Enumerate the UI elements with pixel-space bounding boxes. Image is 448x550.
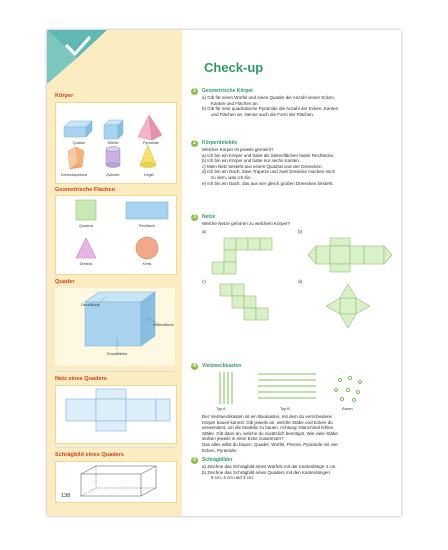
- section-title-quader: Quader: [55, 279, 75, 285]
- text-line: Der Vielzweckkasten ist ein Baukasten, mit dem du verschiedene: [202, 414, 332, 419]
- task-number: 2: [191, 140, 198, 147]
- square-shape: [76, 200, 96, 220]
- net-label-a: a): [202, 229, 207, 234]
- nets-figure: [190, 228, 396, 332]
- task-text: [202, 95, 396, 117]
- construction-kit-figure: [190, 370, 396, 410]
- net-label-b: b): [298, 229, 303, 234]
- text-line: Welche Netze gehören zu welchem Körper?: [202, 221, 290, 226]
- checkmark-banner: [47, 30, 107, 84]
- label-typ-a: Typ A: [216, 407, 226, 411]
- divider: [55, 371, 175, 372]
- text-line: b) Gib für eine quadratische Pyramide die Anzahl der Ecken, Kanten: [202, 106, 339, 112]
- text-line: b) Ich bin ein Körper und habe nur sechs Kanten.: [202, 158, 301, 164]
- label-wuerfel: Würfel: [107, 141, 119, 145]
- divider: [55, 447, 175, 448]
- text-line: a) Zeichne das Schrägbild eines Würfels mit der Kantenlänge 4 cm.: [202, 464, 337, 469]
- text-line: c) Mein Netz besteht aus einem Quadrat und vier Dreiecken.: [202, 163, 323, 169]
- net-label-c: c): [202, 279, 206, 284]
- text-line: d) Ich bin ein Dach. Zwei Trapeze und zwei Dreiecke machen mich: [202, 169, 336, 175]
- text-line: und Flächen an. Nenne auch die Form der Flächen.: [211, 111, 315, 117]
- page-number: 138: [61, 493, 71, 499]
- text-line: Welcher Körper ist jeweils gemeint?: [202, 147, 274, 152]
- textbook-page: [47, 30, 401, 516]
- flaechen-panel: [55, 195, 177, 275]
- text-line: verwendest, um die Modelle zu bauen. Achtung: Manchmal fehlen: [202, 425, 334, 431]
- section-title-schraegbild: Schrägbild eines Quaders: [55, 452, 125, 458]
- text-line: Das alles willst du bauen: Quader, Würfel, Prisma, Pyramide mit vier: [202, 441, 339, 447]
- task-text: [202, 464, 396, 481]
- text-line: Kanten und Flächen an.: [211, 100, 259, 106]
- label-rechteck: Rechteck: [139, 224, 155, 228]
- text-line: zu dem, was ich bin.: [211, 174, 252, 180]
- triangle-shape: [76, 238, 96, 258]
- section-title-koerper: Körper: [55, 93, 74, 99]
- label-quader: Quader: [72, 141, 86, 145]
- text-line: Ecken, Pyramide.: [202, 447, 238, 453]
- text-line: b) Zeichne das Schrägbild eines Quaders mit den Kantenlängen: [202, 469, 330, 475]
- task-number: 4: [191, 363, 198, 370]
- quader-panel: [55, 288, 175, 366]
- label-kreis: Kreis: [142, 262, 152, 266]
- cylinder-icon: [106, 147, 120, 168]
- cone-icon: [140, 145, 156, 168]
- pyramid-icon: [138, 115, 162, 140]
- circle-shape: [136, 237, 158, 259]
- net-a: [212, 238, 272, 274]
- net-label-d: d): [298, 279, 303, 284]
- cuboid-icon: [64, 121, 92, 137]
- text-line: stoßen jeweils in einer Ecke zusammen?: [202, 436, 284, 442]
- text-line: Stäbe. Gib dann an, welche du zusätzlich benötigst. Wie viele Stäbe: [202, 430, 338, 436]
- triangular-prism-icon: [68, 147, 84, 169]
- label-dreieck: Dreieck: [79, 262, 93, 266]
- label-grundflaeche: Grundfläche: [106, 352, 128, 356]
- netz-panel: [55, 385, 177, 444]
- net-d: [326, 284, 370, 328]
- label-dreiecksprisma: Dreiecksprisma: [60, 173, 88, 177]
- corner-connectors: [335, 377, 362, 402]
- task-heading: Schrägbilder: [202, 457, 233, 463]
- label-deckflaeche: Deckfläche: [81, 303, 100, 307]
- label-typ-b: Typ B: [280, 407, 290, 411]
- text-line: a) Ich bin ein Körper und habe als Seitenflächen lauter Rechtecke.: [202, 152, 335, 158]
- text-line: a) Gib für einen Würfel und einen Quader die Anzahl seiner Ecken,: [202, 95, 336, 100]
- label-seitenflaeche: Seitenfläche: [153, 323, 174, 327]
- section-title-flaechen: Geometrische Flächen: [55, 187, 115, 193]
- label-ecken: Ecken: [342, 407, 353, 411]
- net-b: [308, 238, 392, 272]
- task-heading: Geometrische Körper: [202, 88, 254, 94]
- koerper-panel: [55, 102, 177, 184]
- text-line: e) Ich bin ein Dach, das aus vier gleich großen Dreiecken besteht.: [202, 180, 334, 186]
- rods-type-b: [258, 374, 316, 398]
- cube-icon: [104, 120, 123, 139]
- label-pyramide: Pyramide: [142, 141, 160, 145]
- page-title: Check-up: [204, 60, 264, 75]
- task-heading: Vielzweckkasten: [202, 363, 242, 369]
- task-heading: Körperdetektiv: [202, 140, 238, 146]
- schraegbild-panel: [55, 461, 177, 503]
- task-text: [202, 221, 396, 227]
- task-number: 5: [191, 457, 198, 464]
- task-text: [202, 414, 396, 453]
- rods-type-a: [220, 372, 232, 404]
- task-heading: Netze: [202, 214, 216, 220]
- text-line: 6 cm, 4 cm und 3 cm.: [211, 475, 255, 481]
- reference-sidebar: [47, 30, 182, 516]
- section-title-netz: Netz eines Quaders: [55, 376, 107, 382]
- text-line: Körper bauen kannst. Gib jeweils an, welche Stäbe und Ecken du: [202, 419, 333, 425]
- task-number: 1: [191, 88, 198, 95]
- label-kegel: Kegel: [144, 173, 154, 177]
- task-number: 3: [191, 214, 198, 221]
- label-zylinder: Zylinder: [106, 173, 120, 177]
- rectangle-shape: [126, 202, 168, 219]
- label-quadrat: Quadrat: [79, 224, 93, 228]
- task-text: [202, 147, 396, 186]
- net-c: [220, 284, 268, 320]
- main-content: [190, 30, 396, 516]
